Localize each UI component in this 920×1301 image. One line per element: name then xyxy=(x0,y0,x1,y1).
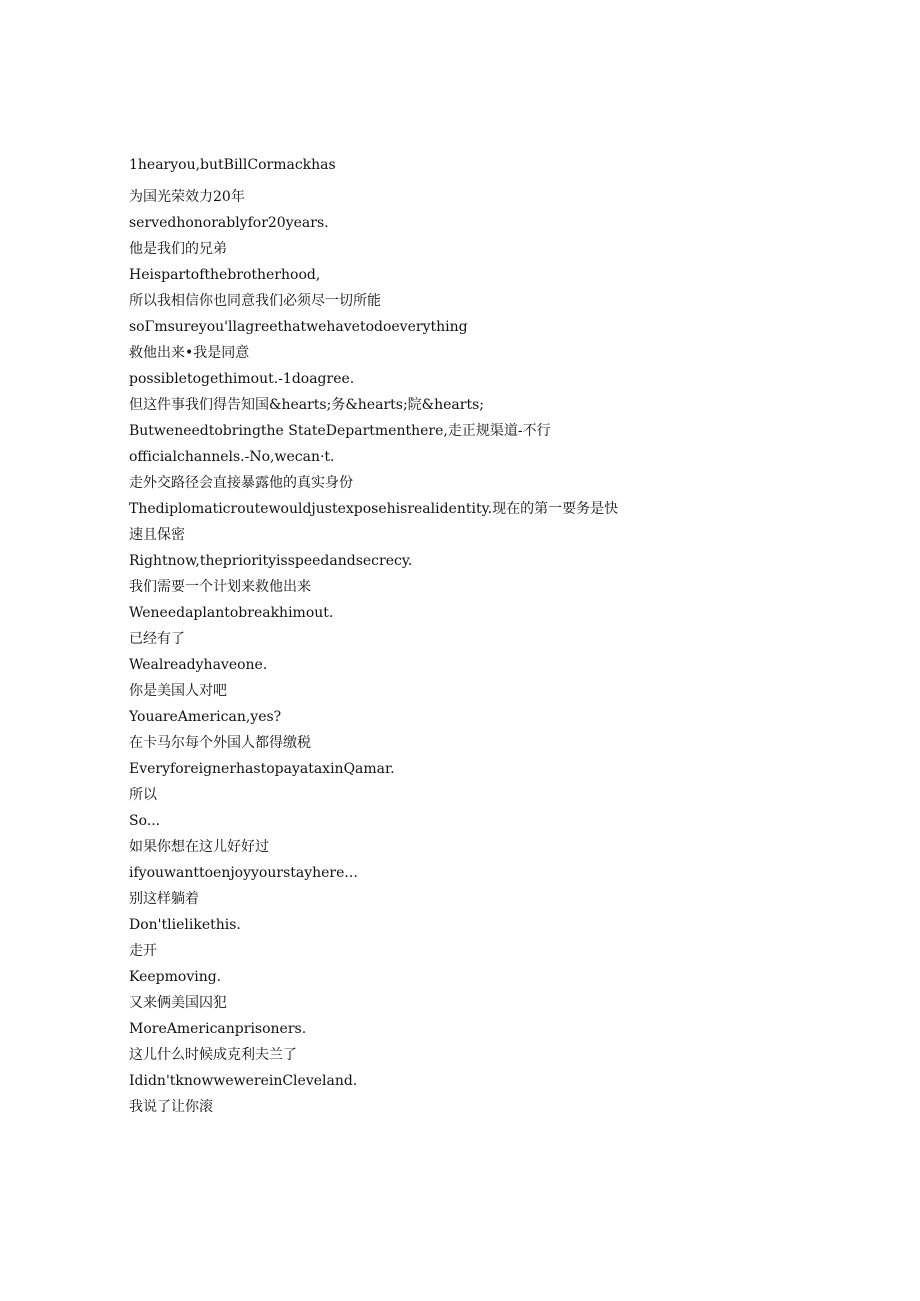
text-line: 所以我相信你也同意我们必须尽一切所能 xyxy=(129,293,381,309)
text-line: EveryforeignerhastopayataxinQamar. xyxy=(129,761,395,777)
text-line: 别这样躺着 xyxy=(129,891,199,907)
text-line: Thediplomaticroutewouldjustexposehisrealidentity.现在的第一要务是快 xyxy=(129,501,619,517)
text-line: Weneedaplantobreakhimout. xyxy=(129,605,334,621)
text-line: servedhonorablyfor20years. xyxy=(129,215,329,231)
subtitle-transcript xyxy=(129,156,629,1116)
text-line: ifyouwanttoenjoyyourstayhere... xyxy=(129,865,358,881)
text-line: 你是美国人对吧 xyxy=(129,683,227,699)
text-line: 又来俩美国囚犯 xyxy=(129,995,227,1011)
text-line: 已经有了 xyxy=(129,631,185,647)
text-line: 这儿什么时候成克利夫兰了 xyxy=(129,1047,297,1063)
text-line: 速且保密 xyxy=(129,527,185,543)
text-line: 为国光荣效力20年 xyxy=(129,189,245,205)
text-line: 但这件事我们得告知国&hearts;务&hearts;院&hearts; xyxy=(129,397,484,413)
text-line: Keepmoving. xyxy=(129,969,222,985)
text-line: 走外交路径会直接暴露他的真实身份 xyxy=(129,475,353,491)
text-line: Don'tlielikethis. xyxy=(129,917,241,933)
text-line: officialchannels.-No,wecan·t. xyxy=(129,449,335,465)
text-line: 在卡马尔每个外国人都得缴税 xyxy=(129,735,311,751)
text-line: MoreAmericanprisoners. xyxy=(129,1021,307,1037)
text-line: possibletogethimout.-1doagree. xyxy=(129,371,355,387)
text-line: Rightnow,thepriorityisspeedandsecrecy. xyxy=(129,553,413,569)
text-line: soΓmsureyou'llagreethatwehavetodoeverything xyxy=(129,319,468,335)
text-line: Ididn'tknowwewereinCleveland. xyxy=(129,1073,358,1089)
text-line: 1hearyou,butBillCormackhas xyxy=(129,157,336,173)
text-line: 我说了让你滚 xyxy=(129,1099,213,1115)
text-line: YouareAmerican,yes? xyxy=(129,709,282,725)
text-line: 他是我们的兄弟 xyxy=(129,241,227,257)
text-line: 所以 xyxy=(129,787,157,803)
text-line: Butweneedtobringthe StateDepartmenthere,走正规渠道-不行 xyxy=(129,423,551,439)
text-line: Wealreadyhaveone. xyxy=(129,657,268,673)
text-line: So... xyxy=(129,813,161,829)
text-line: Heispartofthebrotherhood, xyxy=(129,267,321,283)
text-line: 我们需要一个计划来救他出来 xyxy=(129,579,311,595)
text-line: 走开 xyxy=(129,943,157,959)
text-line: 救他出来•我是同意 xyxy=(129,345,250,361)
text-line: 如果你想在这儿好好过 xyxy=(129,839,269,855)
